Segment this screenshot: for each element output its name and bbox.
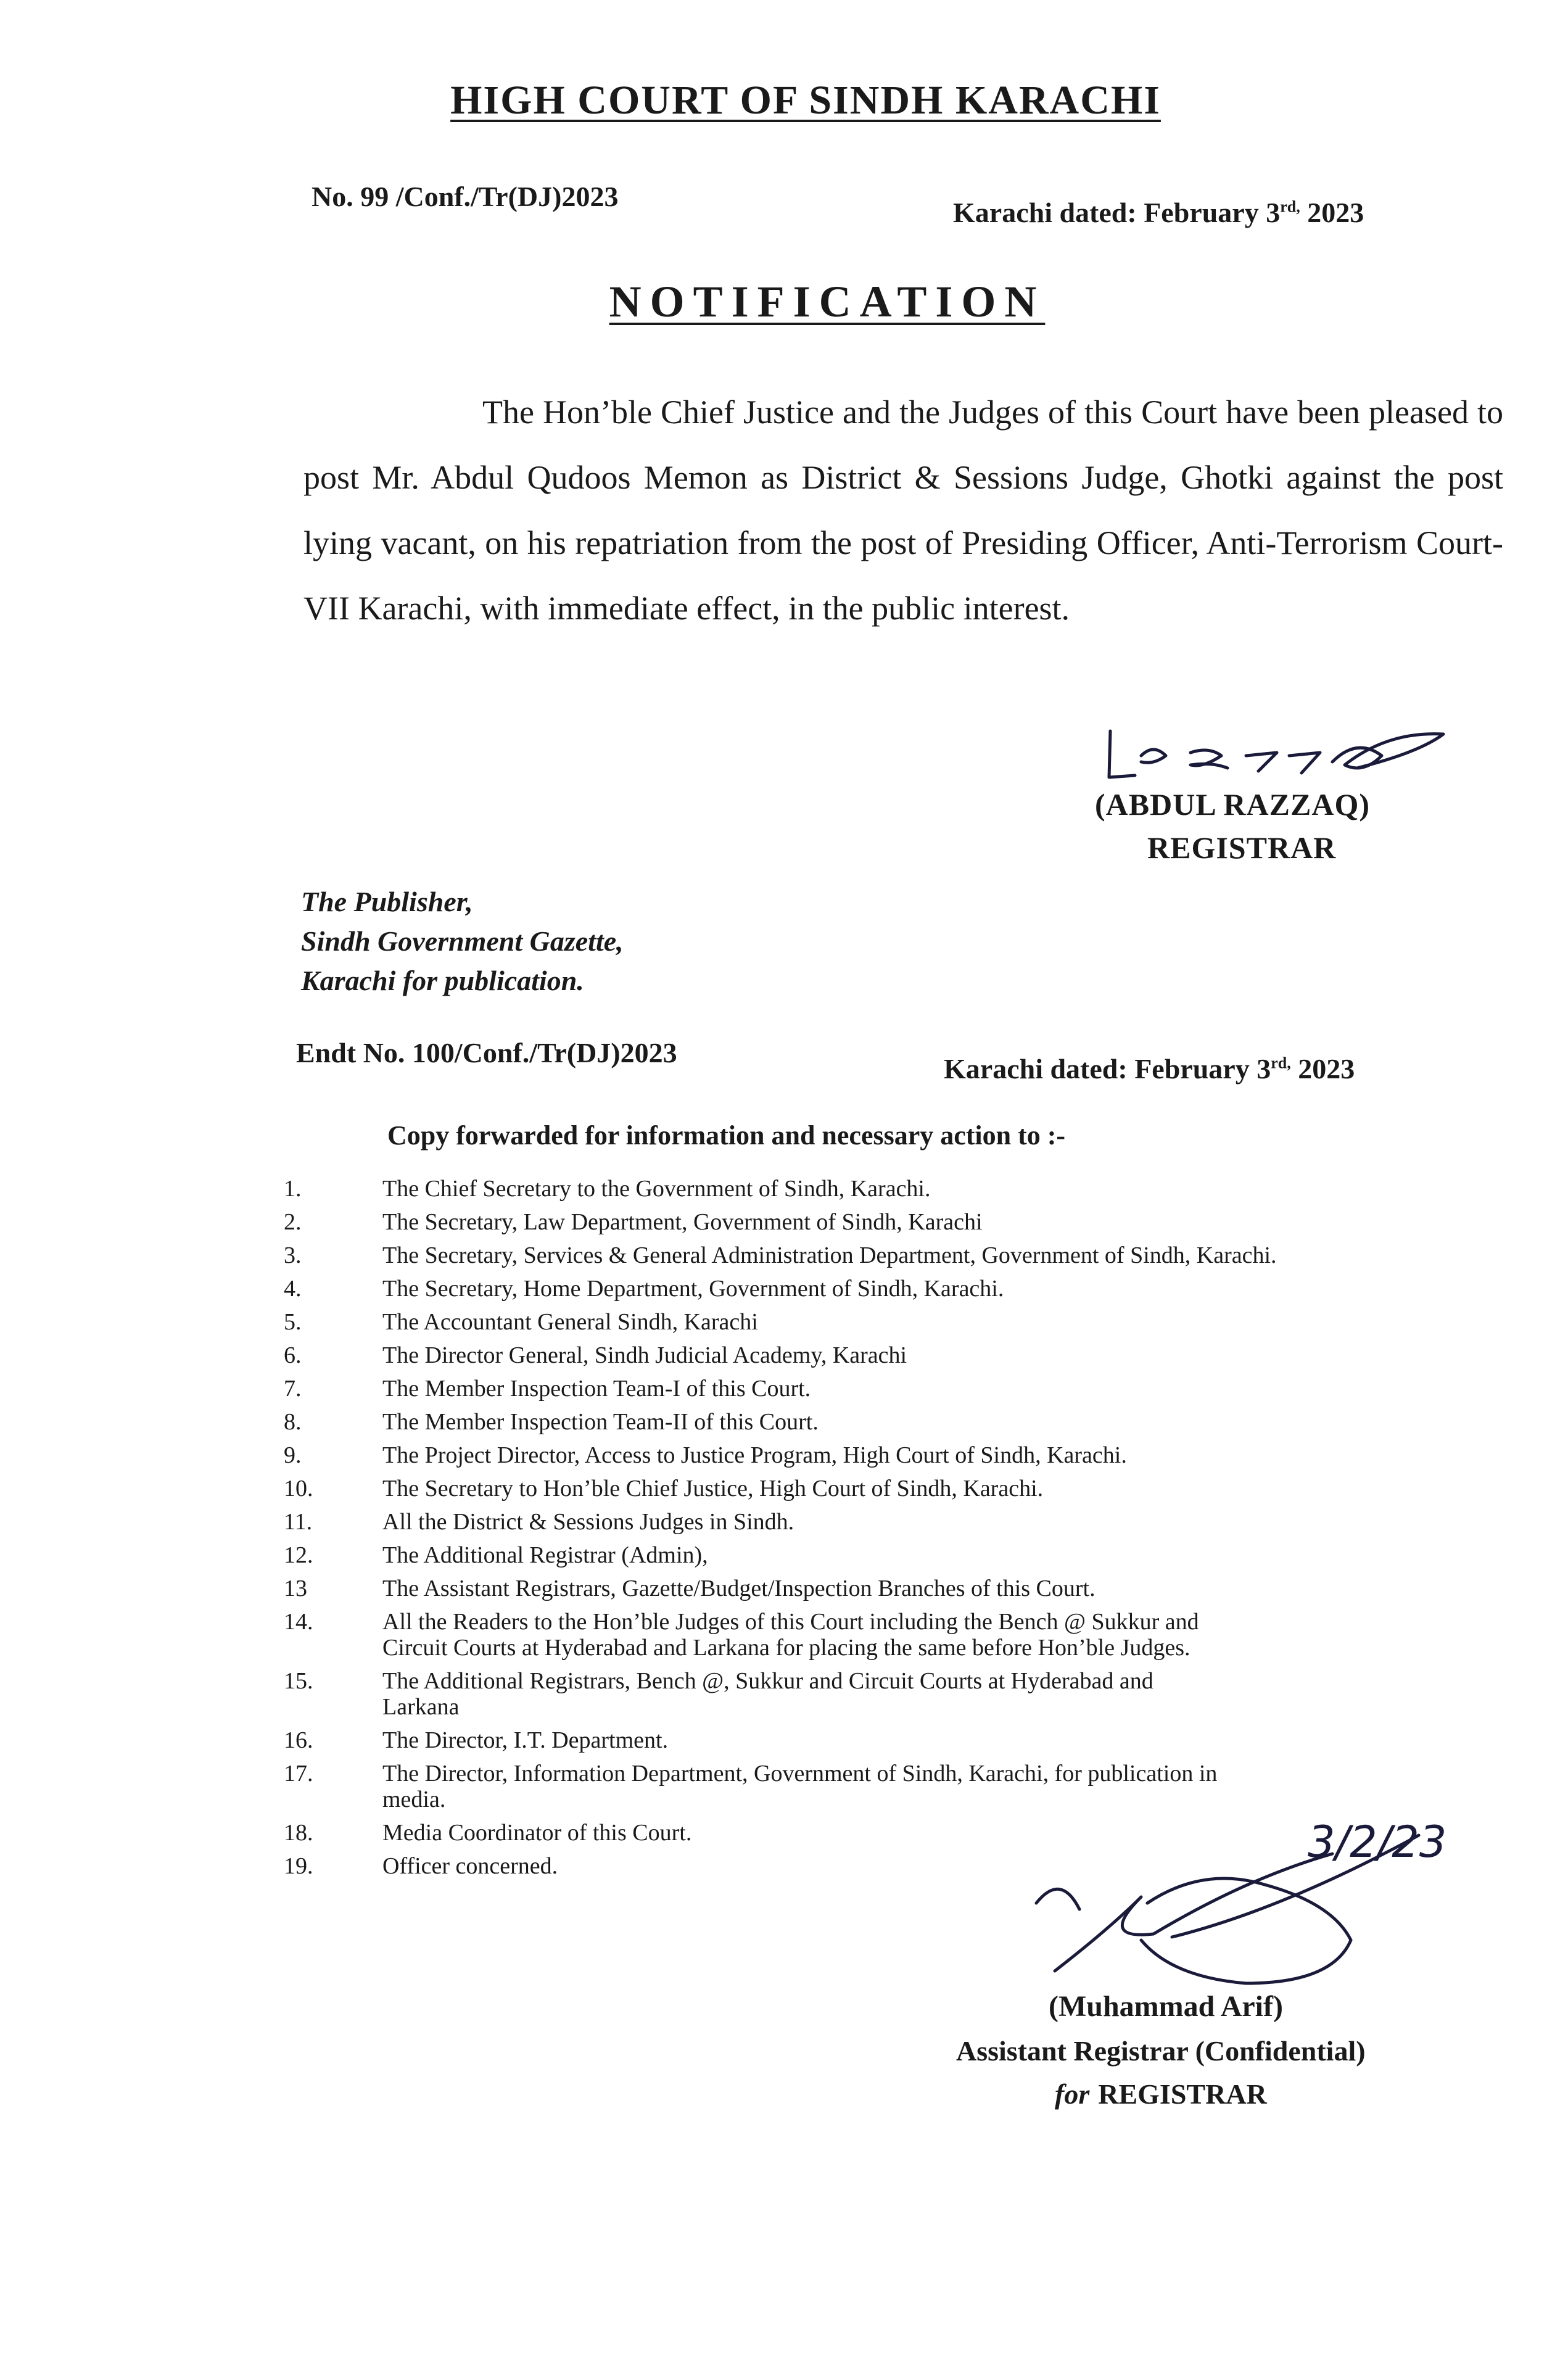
for-registrar-title: REGISTRAR <box>1098 2078 1267 2110</box>
list-item-text: Media Coordinator of this Court. <box>382 1820 692 1846</box>
list-item-number: 2. <box>284 1209 302 1235</box>
list-item-number: 8. <box>284 1409 302 1435</box>
list-item-number: 19. <box>284 1853 313 1879</box>
list-item-text: The Secretary, Services & General Administration Department, Government of Sindh, Karachi. <box>382 1242 1277 1268</box>
list-item-number: 18. <box>284 1820 313 1846</box>
list-item-number: 13 <box>284 1576 307 1601</box>
publisher-line-2: Sindh Government Gazette, <box>301 925 624 957</box>
list-item-number: 1. <box>284 1176 302 1202</box>
assistant-registrar-title: Assistant Registrar (Confidential) <box>956 2035 1366 2067</box>
court-title <box>0 77 1568 124</box>
list-item-text: The Secretary to Hon’ble Chief Justice, High Court of Sindh, Karachi. <box>382 1476 1044 1502</box>
list-item-number: 11. <box>284 1509 313 1535</box>
list-item-text: Larkana <box>382 1694 460 1720</box>
notification-heading <box>0 276 1568 328</box>
endorsement-date-prefix: Karachi dated: February 3 <box>944 1053 1271 1084</box>
list-item-text: The Secretary, Law Department, Government of Sindh, Karachi <box>382 1209 983 1235</box>
list-item-text: The Accountant General Sindh, Karachi <box>382 1309 758 1335</box>
list-item-number: 17. <box>284 1761 313 1787</box>
list-item-number: 10. <box>284 1476 313 1502</box>
list-item-number: 14. <box>284 1609 313 1635</box>
copy-forwarded-heading: Copy forwarded for information and necessary action to :- <box>387 1120 1066 1151</box>
list-item-text: All the Readers to the Hon’ble Judges of this Court including the Bench @ Sukkur and <box>382 1609 1199 1635</box>
list-item-text: The Additional Registrars, Bench @, Sukkur and Circuit Courts at Hyderabad and <box>382 1668 1153 1694</box>
list-item-text: All the District & Sessions Judges in Sindh. <box>382 1509 794 1535</box>
list-item-number: 9. <box>284 1442 302 1468</box>
reference-date-suffix: rd, <box>1280 197 1300 216</box>
list-item-text: The Project Director, Access to Justice Program, High Court of Sindh, Karachi. <box>382 1442 1127 1468</box>
publisher-line-1: The Publisher, <box>301 886 473 917</box>
reference-date-prefix: Karachi dated: February 3 <box>953 197 1281 228</box>
list-item-text: The Additional Registrar (Admin), <box>382 1542 708 1568</box>
reference-date-year: 2023 <box>1307 197 1364 228</box>
endorsement-date-year: 2023 <box>1298 1053 1355 1084</box>
reference-date <box>953 196 1364 229</box>
list-item-text: The Director, I.T. Department. <box>382 1727 669 1753</box>
endorsement-date-suffix: rd, <box>1271 1054 1291 1072</box>
list-item-number: 15. <box>284 1668 313 1694</box>
endorsement-date <box>944 1052 1355 1085</box>
list-item-text: Circuit Courts at Hyderabad and Larkana for placing the same before Hon’ble Judges. <box>382 1635 1190 1661</box>
list-item-text: The Member Inspection Team-II of this Court. <box>382 1409 819 1435</box>
court-title-text: HIGH COURT OF SINDH KARACHI <box>450 78 1161 123</box>
for-registrar <box>1055 2078 1267 2110</box>
list-item-text: The Director, Information Department, Government of Sindh, Karachi, for publication in <box>382 1761 1218 1787</box>
endorsement-number: Endt No. 100/Conf./Tr(DJ)2023 <box>296 1037 677 1068</box>
list-item-text: media. <box>382 1787 446 1812</box>
list-item-number: 5. <box>284 1309 302 1335</box>
list-item-text: Officer concerned. <box>382 1853 558 1879</box>
registrar-name: (ABDUL RAZZAQ) <box>1095 787 1370 822</box>
publisher-address <box>301 882 624 1001</box>
list-item-number: 3. <box>284 1242 302 1268</box>
list-item-text: The Chief Secretary to the Government of Sindh, Karachi. <box>382 1176 931 1202</box>
list-item-text: The Secretary, Home Department, Government of Sindh, Karachi. <box>382 1276 1004 1302</box>
list-item-text: The Assistant Registrars, Gazette/Budget/Inspection Branches of this Court. <box>382 1576 1096 1601</box>
list-item-text: The Member Inspection Team-I of this Court. <box>382 1376 811 1402</box>
list-item-number: 16. <box>284 1727 313 1753</box>
reference-number: No. 99 /Conf./Tr(DJ)2023 <box>312 181 619 212</box>
notification-paragraph: The Hon’ble Chief Justice and the Judges of this Court have been pleased to post Mr. Abdul Qudoos Memon as District & Sessions Judge, Ghotki against the post lying vacant, on his repatriation from the post of Presiding Officer, Anti-Terrorism Court-VII Karachi, with immediate effect, in the public interest. <box>303 394 1503 627</box>
assistant-registrar-signature <box>987 1811 1493 1989</box>
registrar-title: REGISTRAR <box>1147 830 1337 865</box>
notification-heading-text: NOTIFICATION <box>609 277 1046 326</box>
notification-body <box>303 379 1503 641</box>
list-item-number: 4. <box>284 1276 302 1302</box>
list-item-number: 6. <box>284 1342 302 1368</box>
list-item-text: The Director General, Sindh Judicial Academy, Karachi <box>382 1342 907 1368</box>
handwritten-date: 3/2/23 <box>1308 1817 1447 1867</box>
assistant-registrar-name: (Muhammad Arif) <box>1049 1990 1283 2023</box>
list-item-number: 12. <box>284 1542 313 1568</box>
publisher-line-3: Karachi for publication. <box>301 965 584 996</box>
list-item-number: 7. <box>284 1376 302 1402</box>
for-word: for <box>1055 2078 1090 2110</box>
